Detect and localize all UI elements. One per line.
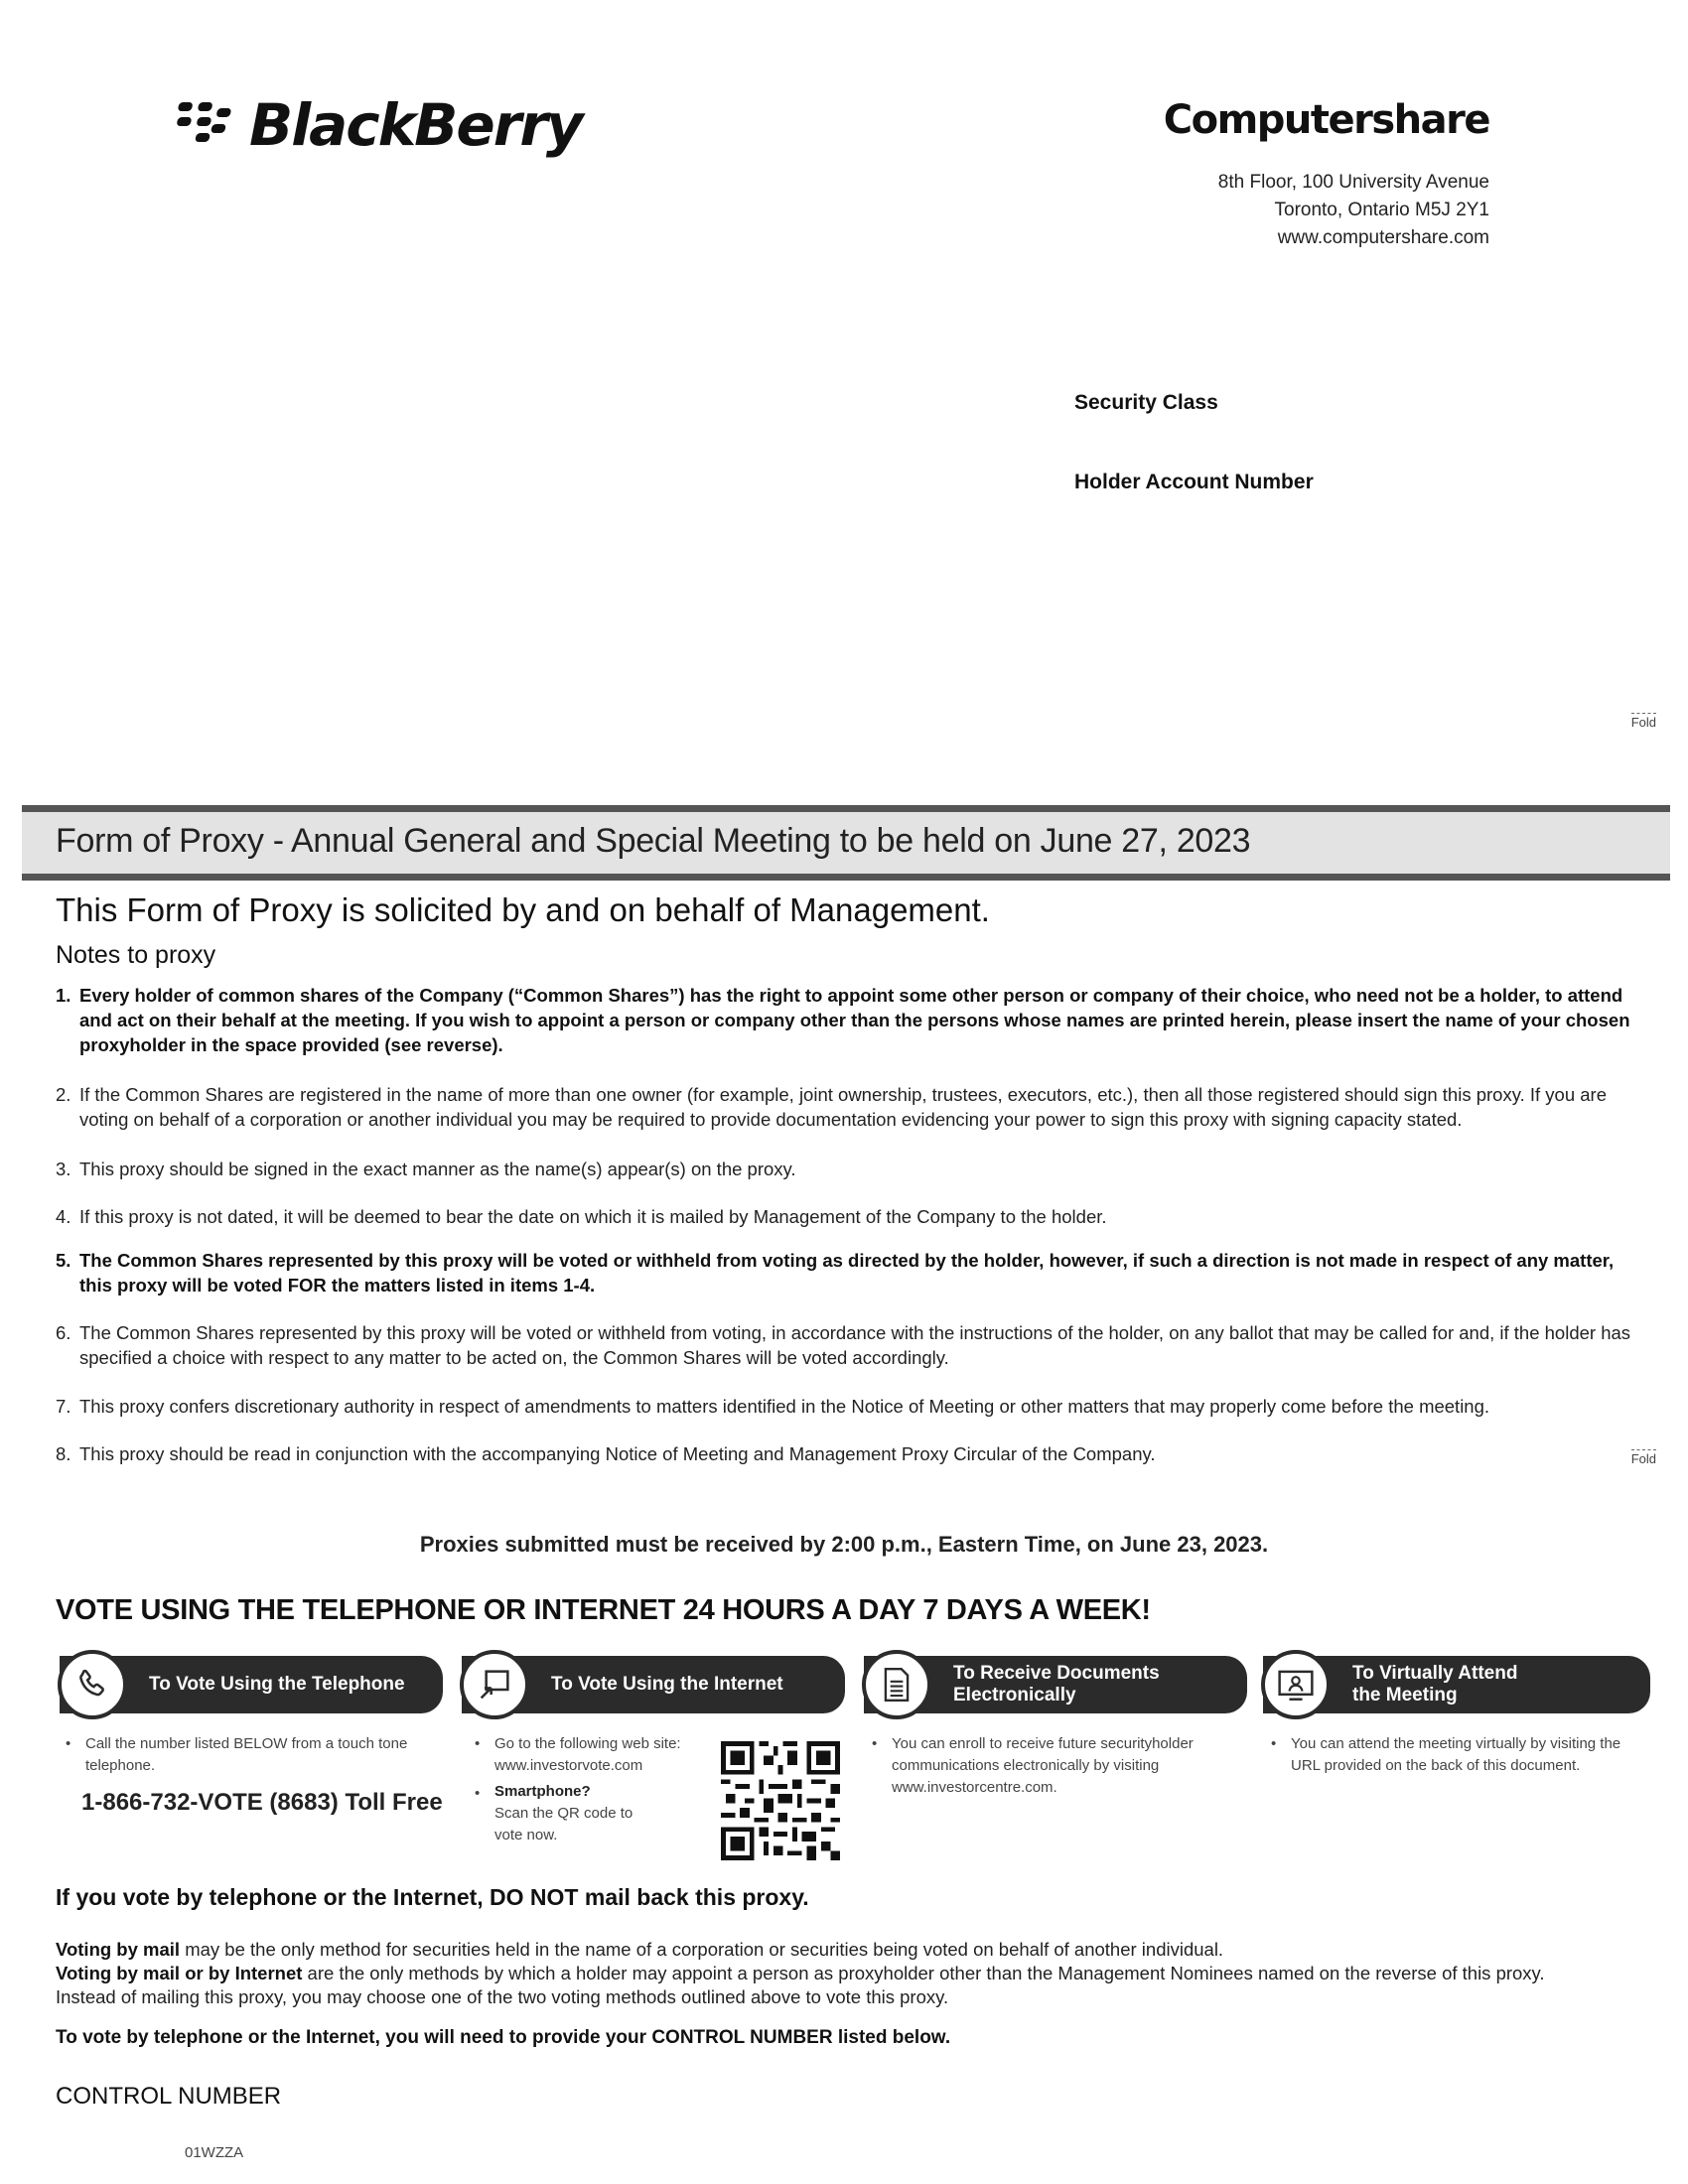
note-text: This proxy should be signed in the exact manner as the name(s) appear(s) on the proxy. (79, 1159, 796, 1179)
note-number: 1. (56, 985, 71, 1006)
documents-instructions: • You can enroll to receive future securityholder communications electronically by visiting www.investorcentre.com. (872, 1735, 1194, 1796)
note-text: The Common Shares represented by this proxy will be voted or withheld from voting, in accordance with the instructions of the holder, on any ballot that may be called for and, if the holder has specified a choice with respect to any matter to be acted on, the Common Shares will be voted accordingly. (79, 1322, 1631, 1368)
note-number: 7. (56, 1396, 71, 1417)
mail-internet-bold: Voting by mail or by Internet (56, 1963, 303, 1983)
note-text: This proxy should be read in conjunction with the accompanying Notice of Meeting and Management Proxy Circular of the Company. (79, 1443, 1156, 1464)
telephone-bullet-text: Call the number listed BELOW from a touch tone telephone. (85, 1735, 408, 1774)
mail-voting-bold: Voting by mail (56, 1939, 181, 1960)
telephone-instructions: • Call the number listed BELOW from a touch tone telephone. (66, 1735, 408, 1774)
toll-free-number[interactable]: 1-866-732-VOTE (8683) Toll Free (81, 1789, 443, 1816)
note-item (56, 1441, 1644, 1466)
note-number: 8. (56, 1443, 71, 1464)
note-item (56, 1157, 1644, 1181)
telephone-title: To Vote Using the Telephone (149, 1674, 405, 1695)
note-text: If this proxy is not dated, it will be deemed to bear the date on which it is mailed by Management of the Company to the holder. (79, 1206, 1107, 1227)
notes-heading: Notes to proxy (56, 941, 216, 969)
smartphone-label: Smartphone? (494, 1783, 591, 1800)
note-number: 4. (56, 1206, 71, 1227)
documents-title: To Receive Documents Electronically (953, 1663, 1160, 1706)
alternative-methods-text: Instead of mailing this proxy, you may choose one of the two voting methods outlined above to vote this proxy. (56, 1986, 949, 2007)
blackberry-dots-icon (174, 100, 235, 150)
telephone-icon (58, 1650, 127, 1719)
fold-mark: Fold (1630, 715, 1656, 730)
vote-internet-banner (462, 1656, 845, 1713)
note-number: 6. (56, 1322, 71, 1343)
computershare-wordmark: Computershare (1163, 97, 1489, 143)
note-item (56, 983, 1644, 1057)
internet-instructions: • Go to the following web site: www.investorvote.com • Smartphone? Scan the QR code to vote now. (494, 1733, 703, 1846)
do-not-mail-notice: If you vote by telephone or the Internet, DO NOT mail back this proxy. (56, 1884, 809, 1910)
virtual-meeting-icon (1261, 1650, 1331, 1719)
internet-bullet-text: Go to the following web site: www.investorvote.com (494, 1735, 681, 1774)
attend-title: To Virtually Attend the Meeting (1352, 1663, 1518, 1706)
address-line: Toronto, Ontario M5J 2Y1 (1274, 200, 1489, 220)
fold-mark: Fold (1630, 1451, 1656, 1466)
mail-internet-text: are the only methods by which a holder may appoint a person as proxyholder other than the Management Nominees named on the reverse of this proxy. (302, 1963, 1545, 1983)
control-number-note: To vote by telephone or the Internet, you will need to provide your CONTROL NUMBER listed below. (56, 2027, 951, 2048)
note-text: The Common Shares represented by this proxy will be voted or withheld from voting as directed by the holder, however, if such a direction is not made in respect of any matter, this proxy will be voted FOR the matters listed in items 1-4. (79, 1250, 1615, 1296)
address-line: www.computershare.com (1277, 227, 1489, 248)
note-text: Every holder of common shares of the Company (“Common Shares”) has the right to appoint some other person or company of their choice, who need not be a holder, to attend and act on their behalf at the meeting. If you wish to appoint a person or company other than the persons whose names are printed herein, please insert the name of your chosen proxyholder in the space provided (see reverse). (79, 985, 1630, 1055)
smartphone-text: Scan the QR code to vote now. (494, 1805, 633, 1843)
document-icon (862, 1650, 931, 1719)
control-number-label: CONTROL NUMBER (56, 2083, 282, 2110)
note-number: 3. (56, 1159, 71, 1179)
note-item (56, 1204, 1644, 1229)
security-class-label: Security Class (1074, 391, 1218, 414)
qr-code[interactable] (721, 1741, 840, 1860)
blackberry-logo (174, 91, 582, 159)
virtual-attend-banner (1263, 1656, 1650, 1713)
address-line: 8th Floor, 100 University Avenue (1217, 172, 1489, 193)
computershare-address (1218, 169, 1489, 252)
vote-headline: VOTE USING THE TELEPHONE OR INTERNET 24 HOURS A DAY 7 DAYS A WEEK! (56, 1594, 1151, 1626)
attend-bullet-text: You can attend the meeting virtually by visiting the URL provided on the back of this document. (1291, 1735, 1621, 1774)
form-title: Form of Proxy - Annual General and Special Meeting to be held on June 27, 2023 (56, 822, 1251, 860)
note-item (56, 1320, 1644, 1370)
banner-rule (22, 874, 1670, 881)
note-item (56, 1248, 1644, 1297)
attend-instructions: • You can attend the meeting virtually by visiting the URL provided on the back of this document. (1271, 1735, 1621, 1774)
internet-title: To Vote Using the Internet (551, 1674, 783, 1695)
mail-voting-paragraph (56, 1938, 1644, 2009)
note-text: If the Common Shares are registered in the name of more than one owner (for example, joint ownership, trustees, executors, etc.), then all those registered should sign this proxy. If you are voting on behalf of a corporation or another individual you may be required to provide documentation evidencing your power to sign this proxy with signing capacity stated. (79, 1084, 1607, 1130)
receive-documents-banner (864, 1656, 1247, 1713)
holder-account-label: Holder Account Number (1074, 471, 1314, 493)
submission-deadline: Proxies submitted must be received by 2:00 p.m., Eastern Time, on June 23, 2023. (419, 1532, 1269, 1557)
solicitation-heading: This Form of Proxy is solicited by and on behalf of Management. (56, 891, 990, 928)
documents-bullet-text: You can enroll to receive future securityholder communications electronically by visiting www.investorcentre.com. (892, 1735, 1194, 1796)
note-text: This proxy confers discretionary authority in respect of amendments to matters identified in the Notice of Meeting or other matters that may properly come before the meeting. (79, 1396, 1490, 1417)
note-number: 2. (56, 1084, 71, 1105)
mail-voting-text: may be the only method for securities held in the name of a corporation or securities being voted on behalf of another individual. (180, 1939, 1224, 1960)
note-number: 5. (56, 1250, 71, 1271)
computershare-logo (1164, 97, 1489, 143)
internet-click-icon (460, 1650, 529, 1719)
banner-rule (22, 805, 1670, 812)
note-item (56, 1394, 1644, 1419)
vote-telephone-banner (60, 1656, 443, 1713)
blackberry-wordmark: BlackBerry (249, 91, 582, 159)
note-item (56, 1082, 1644, 1132)
form-code: 01WZZA (185, 2144, 244, 2161)
